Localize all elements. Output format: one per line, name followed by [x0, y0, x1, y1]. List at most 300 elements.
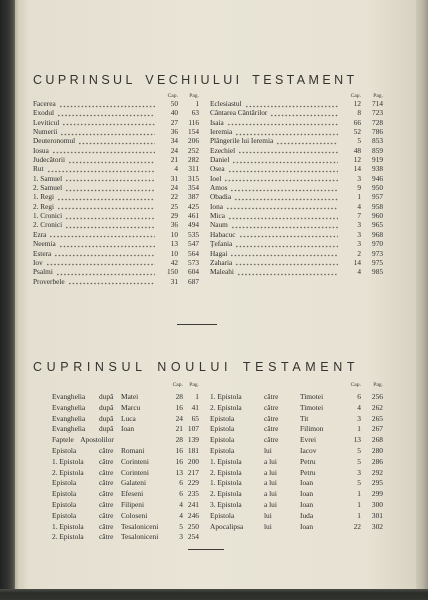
- chapter-count: 21: [175, 424, 183, 434]
- page-edge: [416, 0, 428, 590]
- toc-entry: [33, 239, 199, 248]
- toc-entry: [210, 249, 383, 258]
- chapter-count: 8: [357, 108, 361, 118]
- dot-leader: [60, 127, 155, 136]
- page-header: Pag.: [373, 382, 383, 388]
- book-name: Ezra: [33, 229, 47, 239]
- book-name-part: Iacov: [300, 445, 317, 455]
- toc-entry: [210, 435, 383, 446]
- page-number: 968: [372, 229, 383, 239]
- book-name: Osea: [210, 164, 225, 174]
- page-number: 154: [188, 127, 199, 137]
- book-name-part: 2. Epistola: [210, 467, 242, 477]
- page-number: 853: [372, 136, 383, 146]
- chapter-count: 13: [353, 435, 361, 445]
- book-name-part: Epistola: [52, 478, 77, 488]
- page-number: 728: [372, 117, 383, 127]
- dot-leader: [270, 108, 338, 117]
- dot-leader: [234, 192, 338, 201]
- dot-leader: [228, 164, 338, 173]
- book-name-part: 1. Epistola: [52, 521, 84, 531]
- toc-entry: [33, 267, 199, 276]
- toc-entry: [210, 468, 383, 479]
- book-name: Iosua: [33, 145, 49, 155]
- book-name-part: 1. Epistola: [210, 478, 242, 488]
- toc-entry: [210, 220, 383, 229]
- page-number: 950: [372, 183, 383, 193]
- book-name: Iov: [33, 257, 43, 267]
- book-name-part: a lui: [264, 489, 277, 499]
- new-testament-right-column: [210, 392, 383, 532]
- toc-entry: [33, 164, 199, 173]
- toc-entry: [33, 99, 199, 108]
- toc-entry: [210, 424, 383, 435]
- chapter-count: 16: [175, 402, 183, 412]
- page-number: 246: [187, 510, 199, 520]
- book-name-part: către: [99, 532, 114, 542]
- toc-entry: [33, 258, 199, 267]
- book-name-part: către: [99, 467, 114, 477]
- chapter-count: 10: [170, 248, 178, 258]
- book-name-part: a lui: [264, 456, 277, 466]
- dot-leader: [228, 211, 338, 220]
- page-number: 286: [371, 456, 383, 466]
- page-number: 425: [188, 201, 199, 211]
- toc-entry: [210, 146, 383, 155]
- chapter-count: 6: [179, 478, 183, 488]
- book-name-part: Petru: [300, 456, 316, 466]
- old-testament-left-column: [33, 99, 199, 286]
- page-number: 292: [371, 467, 383, 477]
- section-divider: [188, 549, 224, 550]
- page-number: 573: [188, 257, 199, 267]
- toc-entry: [210, 457, 383, 468]
- book-name: Facerea: [33, 99, 56, 108]
- page-number: 282: [188, 155, 199, 165]
- dot-leader: [227, 118, 338, 127]
- book-name-part: către: [99, 445, 114, 455]
- book-name-part: Tit: [300, 413, 309, 423]
- toc-entry: [210, 392, 383, 403]
- book-name-part: Efeseni: [121, 489, 144, 499]
- book-name-part: Filipeni: [121, 499, 144, 509]
- chapter-count: 6: [179, 489, 183, 499]
- dot-leader: [224, 174, 338, 183]
- page-number: 265: [371, 413, 383, 423]
- dot-leader: [47, 164, 155, 173]
- book-cover-edge: [0, 589, 428, 600]
- book-name-part: către: [99, 489, 114, 499]
- book-name: Rut: [33, 164, 44, 174]
- toc-entry: [52, 457, 199, 468]
- page-number: 960: [372, 211, 383, 221]
- book-name: Exodul: [33, 108, 55, 118]
- book-name: 1. Samuel: [33, 173, 63, 183]
- page-number: 387: [188, 192, 199, 202]
- dot-leader: [59, 239, 155, 248]
- chapter-count: 14: [353, 257, 361, 267]
- dot-leader: [237, 267, 338, 276]
- chapter-count: 36: [170, 220, 178, 230]
- book-name-part: Evanghelia: [52, 413, 86, 423]
- dot-leader: [56, 267, 155, 276]
- toc-entry: [210, 500, 383, 511]
- toc-entry: [210, 478, 383, 489]
- toc-entry: [33, 211, 199, 220]
- page-number: 302: [371, 521, 383, 531]
- chapter-count: 24: [170, 183, 178, 193]
- book-name-part: Ioan: [121, 424, 135, 434]
- toc-entry: [33, 277, 199, 286]
- book-name-part: Iuda: [300, 510, 314, 520]
- chapter-count: 4: [357, 267, 361, 277]
- book-name: Amos: [210, 183, 228, 193]
- page-number: 564: [188, 248, 199, 258]
- book-name-part: Corinteni: [121, 456, 149, 466]
- book-name-part: către: [99, 478, 114, 488]
- page-number: 494: [188, 220, 199, 230]
- toc-entry: [33, 174, 199, 183]
- book-name-part: Epistola: [210, 435, 235, 445]
- page-number: 1: [195, 392, 199, 401]
- book-name: Daniel: [210, 155, 230, 165]
- chapter-count: 14: [353, 164, 361, 174]
- page-number: 301: [371, 510, 383, 520]
- page-number: 262: [371, 402, 383, 412]
- chapter-count: 3: [179, 532, 183, 542]
- book-name-part: 2. Epistola: [52, 532, 84, 542]
- page-number: 604: [188, 267, 199, 277]
- chapter-count: 42: [170, 257, 178, 267]
- book-name-part: Tesaloniceni: [121, 521, 159, 531]
- toc-entry: [52, 522, 199, 533]
- dot-leader: [54, 249, 155, 258]
- chapter-count: 25: [170, 201, 178, 211]
- book-name-part: către: [99, 510, 114, 520]
- toc-entry: [210, 155, 383, 164]
- book-name: Leviticul: [33, 117, 60, 127]
- book-name-part: Apocalipsa: [210, 521, 244, 531]
- toc-entry: [210, 183, 383, 192]
- book-name-part: Matei: [121, 392, 139, 401]
- page-number: 714: [372, 99, 383, 108]
- toc-entry: [33, 202, 199, 211]
- toc-entry: [52, 424, 199, 435]
- book-name: 2. Cronici: [33, 220, 63, 230]
- dot-leader: [230, 249, 338, 258]
- chapter-count: 5: [357, 136, 361, 146]
- chapter-count: 1: [357, 499, 361, 509]
- dot-leader: [49, 230, 155, 239]
- book-name: Habacuc: [210, 229, 236, 239]
- chapter-count: 27: [170, 117, 178, 127]
- page-number: 723: [372, 108, 383, 118]
- dot-leader: [62, 118, 155, 127]
- dot-leader: [46, 258, 155, 267]
- page-number: 973: [372, 248, 383, 258]
- dot-leader: [65, 220, 155, 229]
- chapter-count: 24: [170, 145, 178, 155]
- chapter-count: 9: [357, 183, 361, 193]
- book-name-part: Ioan: [300, 489, 314, 499]
- page-number: 938: [372, 164, 383, 174]
- page-number: 206: [188, 136, 199, 146]
- chapter-count: 4: [179, 499, 183, 509]
- book-name-part: Timotei: [300, 402, 324, 412]
- chapter-count: 31: [170, 173, 178, 183]
- book-name-part: către: [99, 521, 114, 531]
- book-name-part: Evanghelia: [52, 424, 86, 434]
- page-number: 116: [188, 117, 199, 127]
- toc-entry: [33, 127, 199, 136]
- chapter-header: Cap.: [350, 382, 361, 388]
- book-name-part: Epistola: [210, 413, 235, 423]
- page-number: 41: [191, 402, 199, 412]
- toc-entry: [33, 108, 199, 117]
- book-name-part: Corinteni: [121, 467, 149, 477]
- book-name: Neemia: [33, 239, 56, 249]
- book-name: Ţefania: [210, 239, 233, 249]
- chapter-header: Cap.: [350, 93, 361, 99]
- book-name-part: după: [99, 413, 114, 423]
- chapter-count: 52: [353, 127, 361, 137]
- toc-entry: [210, 267, 383, 276]
- page-number: 235: [187, 489, 199, 499]
- chapter-count: 10: [170, 229, 178, 239]
- page-number: 200: [187, 456, 199, 466]
- toc-entry: [52, 468, 199, 479]
- book-name-part: 3. Epistola: [210, 499, 242, 509]
- toc-entry: [52, 403, 199, 414]
- chapter-count: 48: [353, 145, 361, 155]
- page-number: 311: [188, 164, 199, 174]
- dot-leader: [245, 99, 338, 108]
- book-name-part: Luca: [121, 413, 136, 423]
- chapter-count: 4: [357, 201, 361, 211]
- book-name-part: Epistola: [52, 489, 77, 499]
- page-number: 354: [188, 183, 199, 193]
- new-testament-left-column: [52, 392, 199, 543]
- book-name: Mica: [210, 211, 225, 221]
- chapter-count: 21: [170, 155, 178, 165]
- page-number: 107: [187, 424, 199, 434]
- page-number: 252: [188, 145, 199, 155]
- old-testament-right-column: [210, 99, 383, 277]
- chapter-count: 3: [357, 413, 361, 423]
- book-name-part: a lui: [264, 467, 277, 477]
- page-number: 229: [187, 478, 199, 488]
- toc-entry: [210, 446, 383, 457]
- page-number: 65: [191, 413, 199, 423]
- page-number: 241: [187, 499, 199, 509]
- dot-leader: [226, 202, 338, 211]
- toc-entry: [210, 164, 383, 173]
- chapter-count: 28: [175, 392, 183, 401]
- book-name-part: lui: [264, 521, 272, 531]
- toc-entry: [210, 230, 383, 239]
- dot-leader: [57, 192, 155, 201]
- book-name: Estera: [33, 248, 52, 258]
- book-name-part: către: [264, 402, 279, 412]
- page-header: Pag.: [189, 93, 199, 99]
- book-name: Maleahi: [210, 267, 234, 277]
- toc-entry: [52, 478, 199, 489]
- chapter-count: 3: [357, 220, 361, 230]
- chapter-count: 6: [357, 392, 361, 401]
- chapter-count: 16: [175, 456, 183, 466]
- chapter-count: 3: [357, 467, 361, 477]
- toc-entry: [210, 99, 383, 108]
- chapter-count: 29: [170, 211, 178, 221]
- book-name-part: către: [264, 424, 279, 434]
- chapter-count: 40: [170, 108, 178, 118]
- toc-entry: [210, 127, 383, 136]
- dot-leader: [78, 136, 155, 145]
- book-name: Ieremia: [210, 127, 233, 137]
- toc-entry: [33, 136, 199, 145]
- book-name: Iona: [210, 201, 223, 211]
- book-name: Isaia: [210, 117, 224, 127]
- toc-entry: [52, 392, 199, 403]
- page-number: 299: [371, 489, 383, 499]
- book-name-part: Ioan: [300, 499, 314, 509]
- book-name: Eclesiastul: [210, 99, 242, 108]
- toc-entry: [210, 136, 383, 145]
- toc-entry: [210, 489, 383, 500]
- toc-entry: [210, 118, 383, 127]
- chapter-header: Cap.: [167, 93, 178, 99]
- chapter-count: 28: [175, 435, 183, 445]
- chapter-count: 150: [167, 267, 178, 277]
- chapter-count: 1: [357, 424, 361, 434]
- dot-leader: [230, 183, 338, 192]
- book-name: 1. Regi: [33, 192, 55, 202]
- chapter-count: 3: [357, 173, 361, 183]
- book-name-part: a lui: [264, 499, 277, 509]
- toc-entry: [210, 202, 383, 211]
- toc-entry: [210, 239, 383, 248]
- chapter-count: 1: [357, 510, 361, 520]
- book-name-part: către: [99, 456, 114, 466]
- page-number: 985: [372, 267, 383, 277]
- page-number: 957: [372, 192, 383, 202]
- page-header: Pag.: [189, 382, 199, 388]
- chapter-count: 50: [170, 99, 178, 108]
- chapter-count: 22: [170, 192, 178, 202]
- dot-leader: [231, 220, 338, 229]
- book-name-part: Galateni: [121, 478, 147, 488]
- dot-leader: [68, 155, 155, 164]
- dot-leader: [239, 230, 338, 239]
- book-name: Zaharia: [210, 257, 233, 267]
- new-testament-title: CUPRINSUL NOULUI TESTAMENT: [33, 360, 360, 374]
- page-number: 958: [372, 201, 383, 211]
- book-name-part: lui: [264, 510, 272, 520]
- page-number: 786: [372, 127, 383, 137]
- page-number: 975: [372, 257, 383, 267]
- book-name: Obadia: [210, 192, 232, 202]
- book-name: 2. Samuel: [33, 183, 63, 193]
- dot-leader: [65, 211, 155, 220]
- book-name-part: lui: [264, 445, 272, 455]
- dot-leader: [238, 146, 338, 155]
- chapter-count: 4: [357, 402, 361, 412]
- book-name-part: Evrei: [300, 435, 317, 445]
- dot-leader: [68, 277, 155, 286]
- toc-entry: [52, 446, 199, 457]
- page-number: 181: [187, 445, 199, 455]
- dot-leader: [65, 174, 155, 183]
- book-binding: [0, 0, 15, 600]
- book-name: Numerii: [33, 127, 58, 137]
- page-number: 946: [372, 173, 383, 183]
- chapter-count: 36: [170, 127, 178, 137]
- chapter-count: 34: [170, 136, 178, 146]
- book-name-part: 2. Epistola: [210, 402, 242, 412]
- page-number: 970: [372, 239, 383, 249]
- book-name-part: către: [264, 392, 279, 401]
- dot-leader: [52, 146, 155, 155]
- book-name: Psalmi: [33, 267, 53, 277]
- page-number: 139: [187, 435, 199, 445]
- book-name-part: Epistola: [210, 424, 235, 434]
- book-name-part: 2. Epistola: [210, 489, 242, 499]
- page-number: 535: [188, 229, 199, 239]
- chapter-count: 66: [353, 117, 361, 127]
- dot-leader: [276, 136, 338, 145]
- page-number: 547: [188, 239, 199, 249]
- page-number: 250: [187, 521, 199, 531]
- book-name-part: Marcu: [121, 402, 141, 412]
- toc-entry: [52, 489, 199, 500]
- toc-entry: [52, 532, 199, 543]
- toc-entry: [33, 155, 199, 164]
- page-number: 1: [195, 99, 199, 108]
- book-name-part: Timotei: [300, 392, 324, 401]
- dot-leader: [57, 202, 155, 211]
- page-number: 295: [371, 478, 383, 488]
- chapter-count: 4: [179, 510, 183, 520]
- dot-leader: [57, 108, 155, 117]
- book-name: Plângerile lui Ieremia: [210, 136, 274, 146]
- book-name-part: Epistola: [210, 445, 235, 455]
- book-name-part: Romani: [121, 445, 145, 455]
- page-number: 268: [371, 435, 383, 445]
- page-number: 859: [372, 145, 383, 155]
- page-number: 300: [371, 499, 383, 509]
- page-number: 267: [371, 424, 383, 434]
- chapter-count: 3: [357, 229, 361, 239]
- toc-entry: [210, 511, 383, 522]
- book-name-part: Evanghelia: [52, 402, 86, 412]
- old-testament-title: CUPRINSUL VECHIULUI TESTAMENT: [33, 73, 358, 87]
- chapter-count: 24: [175, 413, 183, 423]
- book-name-part: Epistola: [52, 445, 77, 455]
- book-name-part: 1. Epistola: [52, 456, 84, 466]
- dot-leader: [232, 155, 338, 164]
- book-name: Ioel: [210, 173, 222, 183]
- chapter-count: 31: [170, 276, 178, 286]
- chapter-count: 22: [353, 521, 361, 531]
- toc-entry: [33, 249, 199, 258]
- book-name-part: a lui: [264, 478, 277, 488]
- book-name: Hagai: [210, 248, 228, 258]
- dot-leader: [59, 99, 155, 108]
- dot-leader: [235, 127, 338, 136]
- chapter-count: 12: [353, 99, 361, 108]
- book-name-part: după: [99, 402, 114, 412]
- book-name: Judecătorii: [33, 155, 66, 165]
